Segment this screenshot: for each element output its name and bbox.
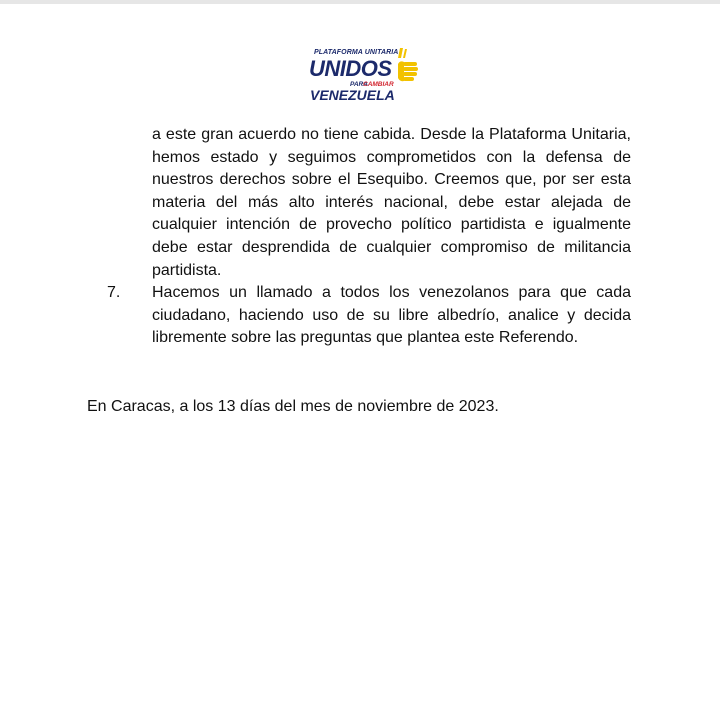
raised-hand-icon — [394, 46, 420, 86]
page-top-edge — [0, 0, 720, 4]
list-item-text: Hacemos un llamado a todos los venezolanos para que cada ciudadano, haciendo uso de su libre albedrío, analice y decida libremente sobre las preguntas que plantea este Referendo. — [152, 284, 631, 347]
closing-date-line: En Caracas, a los 13 días del mes de noviembre de 2023. — [87, 398, 499, 415]
logo-unidos: UNIDOS — [309, 56, 392, 81]
logo-venezuela: VENEZUELA — [310, 87, 395, 103]
logo-plataforma-unitaria: PLATAFORMA UNITARIA — [314, 49, 399, 56]
paragraph-continuation: a este gran acuerdo no tiene cabida. Desde la Plataforma Unitaria, hemos estado y seguimos comprometidos con la defensa de nuestros derechos sobre el Esequibo. Creemos que, por ser esta materia del más alto interés nacional, debe estar alejada de cualquier intención de provecho político partidista e igualmente debe estar desprendida de cualquier compromiso de militancia partidista. — [152, 126, 631, 279]
list-item-number: 7. — [107, 284, 121, 301]
logo-cambiar: CAMBIAR — [363, 81, 394, 88]
logo-para: PARA — [350, 81, 368, 88]
plataforma-unitaria-logo — [306, 44, 426, 106]
